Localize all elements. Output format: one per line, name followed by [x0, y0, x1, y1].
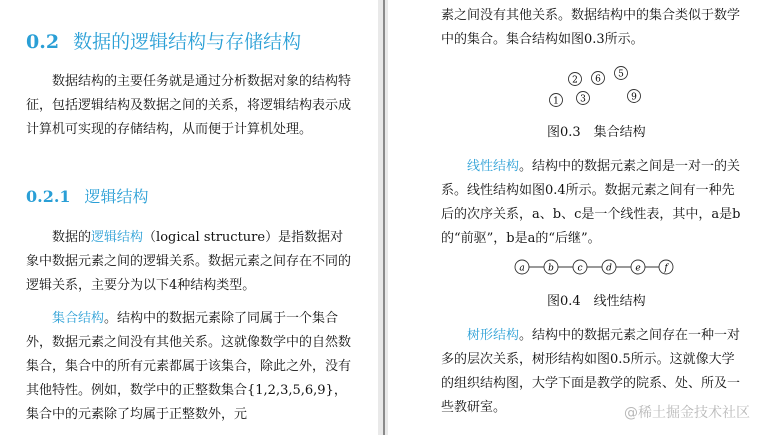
- intro-paragraph: 数据结构的主要任务就是通过分析数据对象的结构特征，包括逻辑结构及数据之间的关系，将逻辑结构表示成计算机可实现的存储结构，从而便于计算机处理。: [26, 74, 352, 137]
- figure-0-4-caption: 图0.4 线性结构: [547, 294, 646, 309]
- set-structure-text: 。结构中的数据元素除了同属于一个集合外，数据元素之间没有其他关系。这就像数学中的自然数集合，集合中的所有元素都属于该集合，除此之外，没有其他特性。例如，数学中的正整数集合{1,2,3,5,6,9}，集合中的元素除了均属于正整数外，元: [26, 311, 352, 422]
- set-continuation-paragraph: 素之间没有其他关系。数据结构中的集合类似于数学中的集合。集合结构如图0.3所示。: [441, 8, 741, 47]
- tree-structure-text: 。结构中的数据元素之间存在一种一对多的层次关系，树形结构如图0.5所示。这就像大学的组织结构图，大学下面是教学的院系、处、所及一些教研室。: [441, 328, 741, 415]
- page-divider: [383, 0, 385, 435]
- set-node-label: 9: [631, 92, 637, 103]
- set-node-label: 5: [618, 69, 624, 80]
- linear-node: [631, 260, 645, 274]
- linear-node-label: a: [519, 263, 525, 274]
- right-page: [388, 0, 764, 435]
- set-node: [550, 94, 563, 107]
- figure-0-3-caption: 图0.3 集合结构: [547, 125, 646, 140]
- subsection-title: 逻辑结构: [84, 187, 149, 206]
- linear-node: [573, 260, 587, 274]
- set-node-label: 6: [595, 74, 601, 85]
- logical-structure-term: 逻辑结构: [91, 230, 144, 245]
- section-heading: [26, 27, 301, 54]
- set-node: [628, 90, 641, 103]
- linear-node-label: e: [635, 263, 641, 274]
- linear-node: [659, 260, 673, 274]
- figure-linear-structure: [514, 256, 674, 278]
- set-node: [569, 73, 582, 86]
- subsection-heading: [26, 184, 149, 207]
- set-node: [615, 67, 628, 80]
- watermark: @稀土掘金技术社区: [624, 405, 750, 421]
- set-node-label: 3: [580, 94, 586, 105]
- logical-para-suffix: （logical structure）是指数据对象中数据元素之间的逻辑关系。数据元素之间存在不同的逻辑关系，主要分为以下4种结构类型。: [26, 230, 352, 293]
- linear-node-label: d: [606, 263, 612, 274]
- linear-node: [602, 260, 616, 274]
- set-node: [592, 72, 605, 85]
- linear-node-label: b: [548, 263, 554, 274]
- linear-structure-text: 。结构中的数据元素之间是一对一的关系。线性结构如图0.4所示。数据元素之间有一种先后的次序关系，a、b、c是一个线性表，其中，a是b的“前驱”，b是a的“后继”。: [441, 159, 741, 246]
- linear-structure-term: 线性结构: [467, 159, 520, 174]
- linear-node: [515, 260, 529, 274]
- figure-set-structure: [538, 62, 658, 112]
- section-number: 0.2: [26, 31, 60, 53]
- logical-structure-paragraph: [26, 226, 352, 298]
- set-structure-term: 集合结构: [52, 311, 105, 326]
- set-node: [577, 92, 590, 105]
- linear-structure-paragraph: [441, 155, 747, 251]
- section-title: 数据的逻辑结构与存储结构: [73, 31, 302, 53]
- logical-para-prefix: 数据的: [52, 230, 92, 245]
- set-node-label: 1: [553, 96, 559, 107]
- left-page: [0, 0, 378, 435]
- set-structure-paragraph: [26, 307, 352, 427]
- set-node-label: 2: [572, 75, 578, 86]
- linear-node: [544, 260, 558, 274]
- linear-node-label: c: [577, 263, 583, 274]
- tree-structure-term: 树形结构: [467, 328, 520, 343]
- linear-node-label: f: [664, 263, 668, 274]
- subsection-number: 0.2.1: [26, 187, 71, 206]
